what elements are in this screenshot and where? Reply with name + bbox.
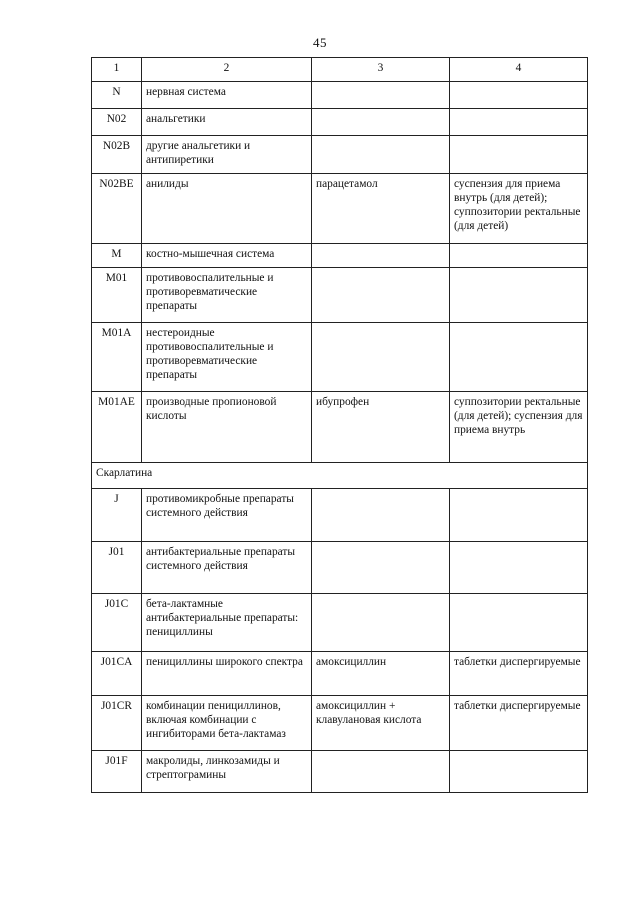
dosage-form: таблетки диспергируемые (450, 652, 588, 696)
drug-name (312, 136, 450, 174)
atc-code: N (92, 82, 142, 109)
dosage-form (450, 323, 588, 392)
group-name: пенициллины широкого спектра (142, 652, 312, 696)
group-name: противовоспалительные и противоревматические препараты (142, 268, 312, 323)
group-name: комбинации пенициллинов, включая комбинации с ингибиторами бета-лактамаз (142, 696, 312, 751)
dosage-form (450, 244, 588, 268)
dosage-form (450, 594, 588, 652)
dosage-form (450, 542, 588, 594)
section-row (92, 463, 588, 489)
dosage-form (450, 136, 588, 174)
table-header-row (92, 58, 588, 82)
dosage-form: таблетки диспергируемые (450, 696, 588, 751)
drug-name (312, 489, 450, 542)
group-name: костно-мышечная система (142, 244, 312, 268)
dosage-form (450, 751, 588, 793)
table-row (92, 542, 588, 594)
atc-code: M01AE (92, 392, 142, 463)
drug-name (312, 594, 450, 652)
table-row (92, 268, 588, 323)
atc-code: J01CR (92, 696, 142, 751)
atc-code: J01C (92, 594, 142, 652)
atc-code: J01 (92, 542, 142, 594)
atc-code: M (92, 244, 142, 268)
table-row (92, 244, 588, 268)
dosage-form (450, 82, 588, 109)
drug-name (312, 109, 450, 136)
drug-name: амоксициллин + клавулановая кислота (312, 696, 450, 751)
dosage-form (450, 268, 588, 323)
group-name: нестероидные противовоспалительные и противоревматические препараты (142, 323, 312, 392)
table-row (92, 594, 588, 652)
atc-code: M01A (92, 323, 142, 392)
group-name: анилиды (142, 174, 312, 244)
column-header: 3 (312, 58, 450, 82)
group-name: производные пропионовой кислоты (142, 392, 312, 463)
drug-name (312, 542, 450, 594)
table-row (92, 696, 588, 751)
atc-code: N02 (92, 109, 142, 136)
drug-name (312, 323, 450, 392)
table-row (92, 751, 588, 793)
table-row (92, 323, 588, 392)
column-header: 4 (450, 58, 588, 82)
table-row (92, 136, 588, 174)
group-name: бета-лактамные антибактериальные препараты: пенициллины (142, 594, 312, 652)
dosage-form (450, 489, 588, 542)
group-name: противомикробные препараты системного действия (142, 489, 312, 542)
atc-code: N02BE (92, 174, 142, 244)
table-row (92, 392, 588, 463)
group-name: другие анальгетики и антипиретики (142, 136, 312, 174)
page-number: 45 (313, 35, 327, 50)
table-row (92, 82, 588, 109)
atc-code: J01F (92, 751, 142, 793)
section-title: Скарлатина (92, 463, 588, 489)
drug-name (312, 268, 450, 323)
drug-table (91, 57, 588, 793)
group-name: макролиды, линкозамиды и стрептограмины (142, 751, 312, 793)
group-name: анальгетики (142, 109, 312, 136)
group-name: антибактериальные препараты системного действия (142, 542, 312, 594)
dosage-form: суспензия для приема внутрь (для детей); суппозитории ректальные (для детей) (450, 174, 588, 244)
dosage-form (450, 109, 588, 136)
drug-name (312, 751, 450, 793)
dosage-form: суппозитории ректальные (для детей); суспензия для приема внутрь (450, 392, 588, 463)
column-header: 1 (92, 58, 142, 82)
drug-name (312, 82, 450, 109)
group-name: нервная система (142, 82, 312, 109)
table-row (92, 489, 588, 542)
drug-name: парацетамол (312, 174, 450, 244)
table-row (92, 652, 588, 696)
table-row (92, 174, 588, 244)
drug-name (312, 244, 450, 268)
atc-code: J01CA (92, 652, 142, 696)
drug-name: ибупрофен (312, 392, 450, 463)
atc-code: J (92, 489, 142, 542)
drug-name: амоксициллин (312, 652, 450, 696)
atc-code: N02B (92, 136, 142, 174)
table-row (92, 109, 588, 136)
column-header: 2 (142, 58, 312, 82)
atc-code: M01 (92, 268, 142, 323)
